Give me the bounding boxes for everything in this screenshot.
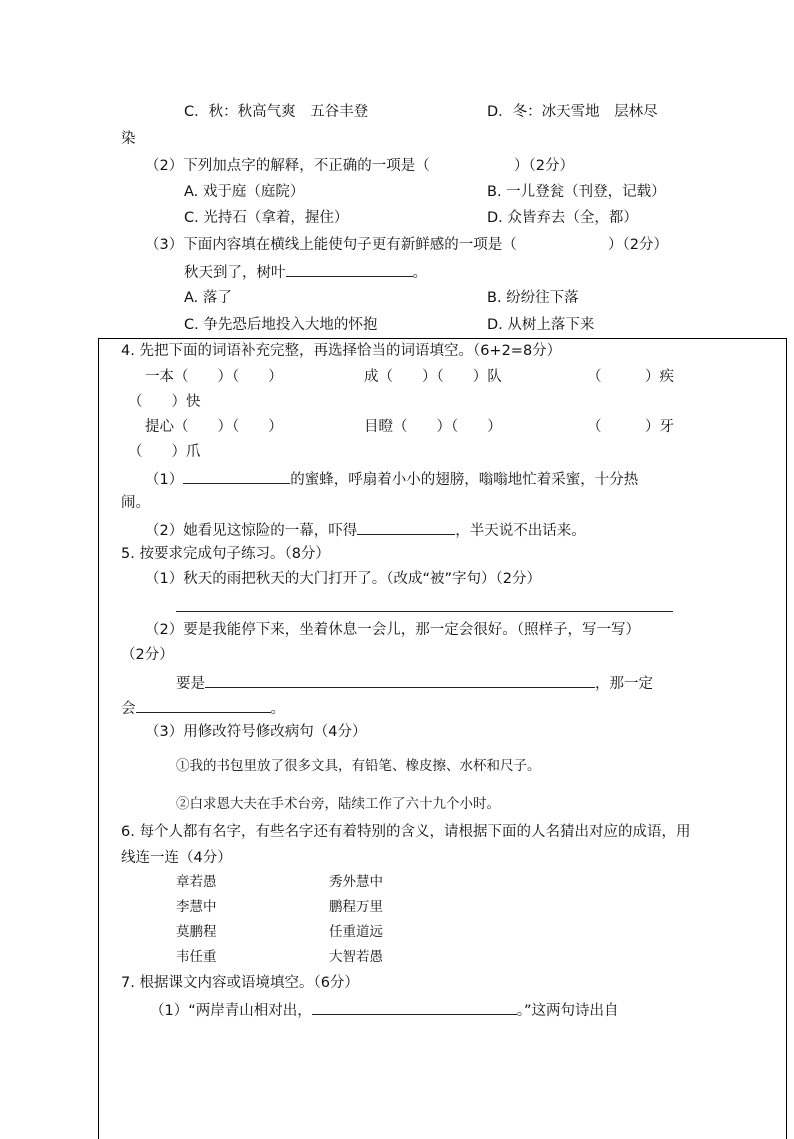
q3-sub3-option-c: C. 争先恐后地投入大地的怀抱 xyxy=(184,317,378,333)
q5-item-2: （2）要是我能停下来，坐着休息一会儿，那一定会很好。（照样子，写一写） xyxy=(145,622,640,638)
answer-blank[interactable] xyxy=(312,1000,517,1015)
sentence-text: （2）她看见这惊险的一幕，吓得 xyxy=(145,523,358,539)
q4-sentence-1-cont: 闹。 xyxy=(121,495,150,511)
sentence-text: （1）“两岸青山相对出， xyxy=(150,1003,312,1019)
q4-title: 4. 先把下面的词语补充完整，再选择恰当的词语填空。（6+2=8分） xyxy=(121,343,562,359)
q4-row1-cont: （ ）快 xyxy=(128,394,201,410)
q3-sub3-option-b: B. 纷纷往下落 xyxy=(487,290,579,306)
answer-blank[interactable] xyxy=(205,673,595,688)
q3-sub2-option-c: C. 光持石（拿着，握住） xyxy=(184,210,349,226)
q4-row2-cont: （ ）爪 xyxy=(128,444,201,460)
q4-sentence-1 xyxy=(145,469,638,489)
q6-idiom[interactable]: 鹏程万里 xyxy=(329,899,383,915)
q7-sentence-1 xyxy=(150,1000,619,1020)
q7-title: 7. 根据课文内容或语境填空。（6分） xyxy=(121,975,359,991)
q5-title: 5. 按要求完成句子练习。（8分） xyxy=(121,546,330,562)
q3-sub3-sentence xyxy=(184,262,427,282)
q6-name[interactable]: 韦任重 xyxy=(176,949,217,965)
q5-item-3-sentence-1: ①我的书包里放了很多文具，有铅笔、橡皮擦、水杯和尺子。 xyxy=(176,758,541,774)
q5-item-2-fill-cont xyxy=(121,698,285,718)
sentence-end: 。 xyxy=(412,265,427,281)
q5-item-3-sentence-2: ②白求恩大夫在手术台旁，陆续工作了六十九个小时。 xyxy=(176,796,500,812)
q3-sub2-option-b: B. 一儿登瓮（刊登，记载） xyxy=(487,184,666,200)
q5-item-2-cont: （2分） xyxy=(121,647,174,663)
q6-name[interactable]: 莫鹏程 xyxy=(176,924,217,940)
q4-sentence-2 xyxy=(145,520,586,540)
fill-cont: 会 xyxy=(121,701,136,717)
fill-start: 要是 xyxy=(176,676,205,692)
sentence-label: （1） xyxy=(145,472,184,488)
answer-blank[interactable] xyxy=(286,262,413,277)
q6-idiom[interactable]: 秀外慧中 xyxy=(329,874,383,890)
q4-row2-b: 目瞪（ ）（ ） xyxy=(364,419,502,435)
q6-title-cont: 线连一连（4分） xyxy=(121,850,232,866)
q6-idiom[interactable]: 任重道远 xyxy=(329,924,383,940)
q4-row1-b: 成（ ）（ ）队 xyxy=(364,369,502,385)
fill-mid: ，那一定 xyxy=(595,676,653,692)
answer-blank[interactable] xyxy=(183,469,290,484)
q5-item-3: （3）用修改符号修改病句（4分） xyxy=(145,724,367,740)
q6-name[interactable]: 章若愚 xyxy=(176,874,217,890)
q3-option-d-cont: 染 xyxy=(121,131,136,147)
answer-blank[interactable] xyxy=(357,520,455,535)
q4-row1-a: 一本（ ）（ ） xyxy=(145,369,283,385)
answer-blank[interactable] xyxy=(136,698,271,713)
q3-sub2-prompt: （2）下列加点字的解释，不正确的一项是（ xyxy=(145,158,430,174)
q4-row2-a: 提心（ ）（ ） xyxy=(145,419,283,435)
sentence-text: 。”这两句诗出自 xyxy=(516,1003,619,1019)
sentence-text: 的蜜蜂，呼扇着小小的翅膀，嗡嗡地忙着采蜜，十分热 xyxy=(290,472,639,488)
q3-sub3-option-a: A. 落了 xyxy=(184,290,232,306)
sentence-text: ，半天说不出话来。 xyxy=(455,523,586,539)
q5-item-1: （1）秋天的雨把秋天的大门打开了。（改成“被”字句）（2分） xyxy=(145,571,541,587)
q3-sub2-tail: ）（2分） xyxy=(514,158,574,174)
q5-item-2-fill xyxy=(176,673,653,693)
sentence-start: 秋天到了，树叶 xyxy=(184,265,286,281)
q3-sub3-option-d: D. 从树上落下来 xyxy=(487,317,595,333)
q3-sub2-option-d: D. 众皆弃去（全，都） xyxy=(487,210,638,226)
q3-sub3-tail: ）（2分） xyxy=(608,237,668,253)
fill-end: 。 xyxy=(270,701,285,717)
q4-row1-c: （ ）疾 xyxy=(587,369,674,385)
q3-option-c: C．秋：秋高气爽 五谷丰登 xyxy=(184,104,369,120)
q6-idiom[interactable]: 大智若愚 xyxy=(329,949,383,965)
q3-option-d: D．冬：冰天雪地 层林尽 xyxy=(487,104,658,120)
q6-name[interactable]: 李慧中 xyxy=(176,899,217,915)
q4-row2-c: （ ）牙 xyxy=(587,419,674,435)
q3-sub2-option-a: A. 戏于庭（庭院） xyxy=(184,184,305,200)
answer-line[interactable] xyxy=(176,611,673,612)
q6-title: 6. 每个人都有名字，有些名字还有着特别的含义，请根据下面的人名猜出对应的成语，用 xyxy=(121,824,691,840)
q3-sub3-prompt: （3）下面内容填在横线上能使句子更有新鲜感的一项是（ xyxy=(145,237,517,253)
